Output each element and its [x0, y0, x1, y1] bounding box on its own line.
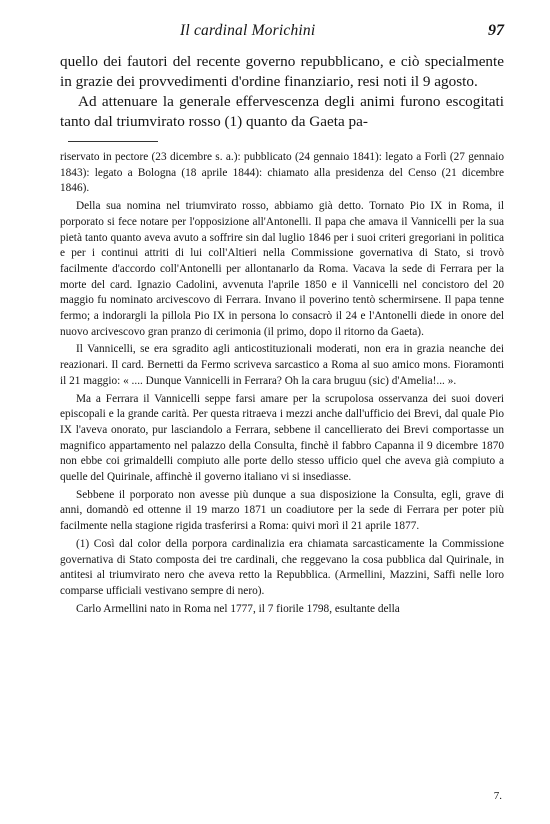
footnote-paragraph: Sebbene il porporato non avesse più dunque a sua disposizione la Consulta, egli, grave di anni, domandò ed ottenne il 19 marzo 1871 un coadiutore per la sede di Ferrara per poter più facilmente nella stagione rigida trasferirsi a Roma: quivi morì il 21 aprile 1877.: [60, 488, 504, 533]
footnote-paragraph: Della sua nomina nel triumvirato rosso, abbiamo già detto. Tornato Pio IX in Roma, il porporato si fece notare per l'opposizione all'Antonelli. Il papa che amava il Vannicelli per la sua pietà tanto quanto aveva avuto a soffrire sin dal luglio 1846 per i suoi criteri gregoriani in politica e per i continui attriti di lui coll'Altieri nella Commissione governativa di Stato, si trovò facilmente d'accordo coll'Antonelli per allontanarlo da Roma. Vacava la sede di Ferrara per la morte del card. Ignazio Cadolini, avvenuta l'aprile 1850 e il Vannicelli nel concistoro del 20 maggio fu nominato arcivescovo di Ferrara. Invano il poverino tentò schermirsene. Il papa tenne fermo; a indorargli la pillola Pio IX in persona lo consacrò il 24 e l'Antonelli diede in onore del nuovo arcivescovo gran pranzo di cerimonia (il primo, dopo il ritorno da Gaeta).: [60, 200, 504, 338]
footnote-paragraph: Ma a Ferrara il Vannicelli seppe farsi amare per la scrupolosa osservanza dei suoi doveri episcopali e la grande carità. Per questa ritraeva i mezzi anche dall'ufficio dei Brevi, dal quale Pio IX l'aveva onorato, pur lasciandolo a Ferrara, sebbene il cancellierato dei Brevi comportasse un magnifico appartamento nel palazzo della Consulta, finchè il fabbro Capanna il 9 dicembre 1870 non ebbe coi grimaldelli compiuto alle porte dello stesso ufficio quel che aveva già compiuto a quelle del Quirinale, affinchè il governo italiano vi si insediasse.: [60, 392, 504, 484]
footnote-paragraph: (1) Così dal color della porpora cardinalizia era chiamata sarcasticamente la Commissione governativa di Stato composta dei tre cardinali, che reggevano la cosa pubblica dal Quirinale, in antitesi al triumvirato nero che aveva retto la Repubblica. (Armellini, Mazzini, Saffi nelle loro comparse ufficiali vestivano sempre di nero).: [60, 537, 504, 597]
main-text: [60, 52, 504, 132]
running-title: Il cardinal Morichini: [180, 22, 316, 39]
main-paragraph: Ad attenuare la generale effervescenza degli animi furono escogitati tanto dal triumvirato rosso (1) quanto da Gaeta pa-: [60, 93, 504, 130]
footnote-paragraph: Carlo Armellini nato in Roma nel 1777, il 7 fiorile 1798, esultante della: [76, 602, 400, 615]
page-header: [180, 22, 504, 46]
page-number: 97: [488, 22, 504, 39]
signature-mark: 7.: [493, 790, 502, 802]
footnotes: [60, 150, 504, 617]
footnote-divider: [68, 141, 158, 142]
footnote-paragraph: riservato in pectore (23 dicembre s. a.): pubblicato (24 gennaio 1841): legato a Forlì (27 gennaio 1843): legato a Bologna (18 aprile 1844): chiamato alla presidenza del Censo (21 dicembre 1846).: [60, 151, 504, 195]
footnote-paragraph: Il Vannicelli, se era sgradito agli anticostituzionali moderati, non era in grazia neanche dei reazionari. Il card. Bernetti da Fermo scriveva sarcastico a Roma al suo amico mons. Fioramonti il 21 maggio: « .... Dunque Vannicelli in Ferrara? Oh la cara bruguu (sic) d'Amelia!... ».: [60, 343, 504, 387]
main-paragraph: quello dei fautori del recente governo repubblicano, e ciò specialmente in grazie dei provvedimenti d'ordine finanziario, resi noti il 9 agosto.: [60, 53, 504, 90]
